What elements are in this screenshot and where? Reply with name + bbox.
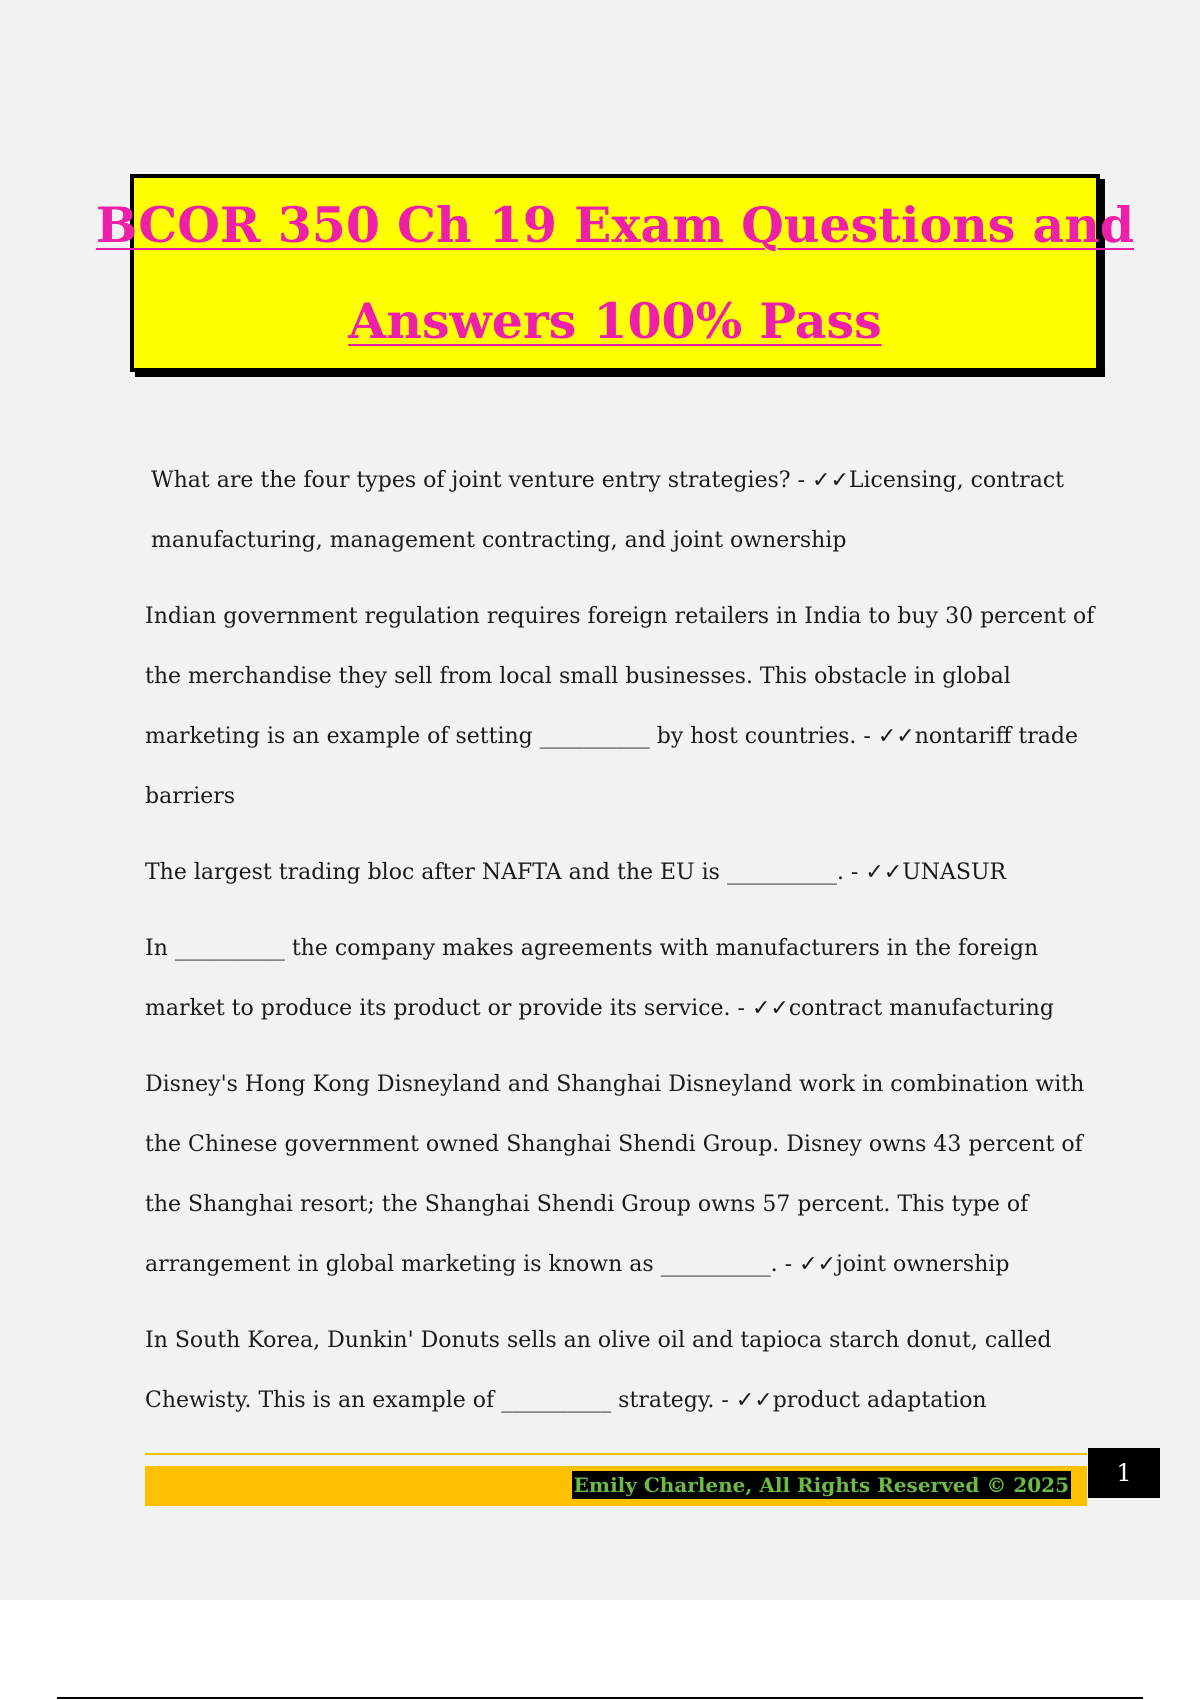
qa-list: [145, 451, 1095, 1447]
title-line-1: BCOR 350 Ch 19 Exam Questions and: [95, 196, 1135, 254]
answer-text: Licensing, contract manufacturing, management contracting, and joint ownership: [151, 468, 1064, 553]
qa-item-4: [145, 919, 1095, 1039]
question-text: The largest trading bloc after NAFTA and the EU is __________. -: [145, 860, 859, 885]
qa-item-2: [145, 587, 1095, 827]
question-text: In __________ the company makes agreements with manufacturers in the foreign market to produce its product or provide its service. -: [145, 936, 1039, 1021]
qa-item-3: [145, 843, 1095, 903]
check-icon: ✓✓: [735, 1388, 773, 1413]
check-icon: ✓✓: [877, 724, 915, 749]
answer-text: product adaptation: [772, 1388, 987, 1413]
qa-item-1: [145, 451, 1095, 571]
title-banner: [95, 174, 1135, 372]
check-icon: ✓✓: [799, 1252, 836, 1277]
qa-item-5: [145, 1055, 1095, 1295]
answer-text: nontariff trade barriers: [145, 724, 1078, 809]
answer-text: contract manufacturing: [788, 996, 1054, 1021]
answer-text: UNASUR: [902, 860, 1007, 885]
check-icon: ✓✓: [865, 860, 903, 885]
qa-item-6: [145, 1311, 1095, 1431]
footer-rule: [145, 1453, 1087, 1455]
bottom-divider: [57, 1697, 1143, 1699]
question-text: Disney's Hong Kong Disneyland and Shanghai Disneyland work in combination with the Chinese government owned Shanghai Shendi Group. Disney owns 43 percent of the Shanghai resort; the Shanghai Shendi Group owns 57 percent. This type of arrangement in global marketing is known as __________. -: [145, 1072, 1085, 1277]
question-text: What are the four types of joint venture entry strategies? -: [151, 468, 806, 493]
answer-text: joint ownership: [835, 1252, 1010, 1277]
question-text: Indian government regulation requires foreign retailers in India to buy 30 percent of the merchandise they sell from local small businesses. This obstacle in global marketing is an example of setting __________ by host countries. -: [145, 604, 1095, 749]
copyright-text: Emily Charlene, All Rights Reserved © 2025: [573, 1473, 1069, 1497]
check-icon: ✓✓: [751, 996, 789, 1021]
footer-bar: [145, 1466, 1087, 1506]
check-icon: ✓✓: [812, 468, 849, 493]
title-line-2: Answers 100% Pass: [348, 292, 882, 350]
question-text: In South Korea, Dunkin' Donuts sells an olive oil and tapioca starch donut, called Chewisty. This is an example of __________ strategy. -: [145, 1328, 1052, 1413]
page-number: 1: [1088, 1448, 1160, 1498]
